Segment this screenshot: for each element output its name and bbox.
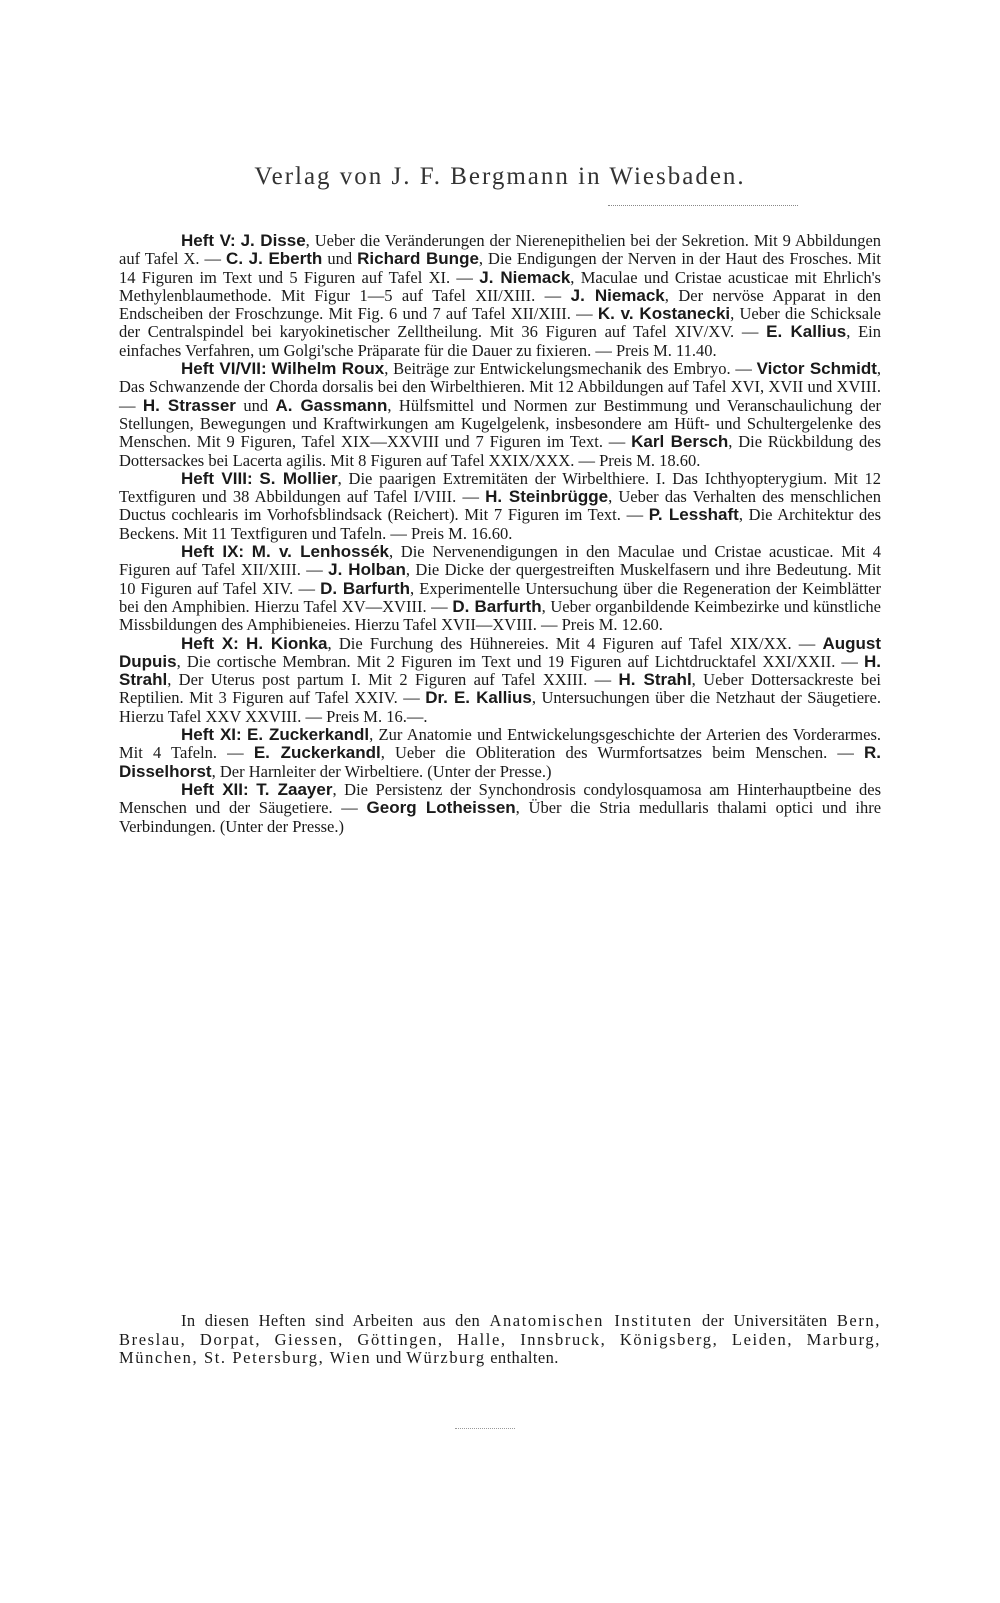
header-rule bbox=[608, 205, 798, 206]
author-name: J. Holban bbox=[328, 560, 406, 580]
work-description: , Die Furchung des Hühnereies. Mit 4 Figuren auf Tafel XIX/XX. — bbox=[327, 633, 823, 653]
author-name: H. Strahl bbox=[618, 670, 692, 690]
heft-label: Heft X: bbox=[181, 633, 239, 653]
author-name: Victor Schmidt bbox=[756, 359, 877, 379]
work-description: , Ueber die Obliteration des Wurmfortsatzes beim Menschen. — bbox=[380, 743, 864, 763]
work-description: , Ueber die Veränderungen der Nierenepithelien bei der Sekretion. Mit 9 Abbildungen auf Tafel X. — bbox=[119, 231, 882, 269]
footer-note bbox=[119, 1312, 881, 1368]
footer-intro: In diesen Heften sind Arbeiten aus den bbox=[181, 1311, 490, 1330]
heft-label: Heft XI: bbox=[181, 725, 242, 745]
author-name: Richard Bunge bbox=[357, 249, 479, 269]
author-name: H. Steinbrügge bbox=[485, 487, 609, 507]
work-description: , Zur Anatomie und Entwickelungsgeschichte der Arterien des Vorderarmes. Mit 4 Tafeln. — bbox=[119, 725, 882, 763]
work-description: und bbox=[322, 249, 358, 269]
author-name: M. v. Lenhossék bbox=[251, 542, 389, 562]
author-name: J. Disse bbox=[240, 231, 306, 250]
work-description: , Die Endigungen der Nerven in der Haut des Frosches. Mit 14 Figuren im Text und 5 Figuren auf Tafel XI. — bbox=[119, 249, 882, 287]
author-name: C. J. Eberth bbox=[226, 249, 323, 269]
publisher-header: Verlag von J. F. Bergmann in Wiesbaden. bbox=[254, 163, 746, 190]
work-description: , Über die Stria medullaris thalami optici und ihre Verbindungen. (Unter der Presse.) bbox=[119, 798, 882, 836]
author-name: August Dupuis bbox=[119, 633, 881, 671]
author-name: Dr. E. Kallius bbox=[425, 688, 532, 708]
author-name: H. Strahl bbox=[119, 651, 881, 690]
author-name: J. Niemack bbox=[570, 285, 665, 305]
heft-entry bbox=[119, 726, 881, 781]
work-description: , Ein einfaches Verfahren, um Golgi'sche Präparate für die Dauer zu fixieren. — Preis M. 11.40. bbox=[119, 322, 882, 360]
heft-entry bbox=[119, 470, 881, 543]
heft-label: Heft VI/VII: bbox=[181, 359, 267, 379]
heft-entry bbox=[119, 635, 881, 726]
author-name: K. v. Kostanecki bbox=[597, 304, 731, 324]
work-description: , Der Harnleiter der Wirbeltiere. (Unter der Presse.) bbox=[211, 761, 552, 781]
author-name: E. Zuckerkandl bbox=[247, 725, 370, 745]
author-name: S. Mollier bbox=[259, 468, 338, 488]
footer-outro: enthalten. bbox=[485, 1348, 559, 1367]
work-description: , Das Schwanzende der Chorda dorsalis bei den Wirbelthieren. Mit 12 Abbildungen auf Tafel XVI, XVII und XVIII. — bbox=[119, 359, 881, 415]
heft-entry bbox=[119, 360, 881, 470]
work-description: , Untersuchungen über die Netzhaut der Säugetiere. Hierzu Tafel XXV XXVIII. — Preis M. 16.—. bbox=[119, 688, 881, 726]
heft-entry bbox=[119, 232, 881, 360]
heft-label: Heft V: bbox=[181, 231, 236, 250]
footer-cities: Bern, Breslau, Dorpat, Giessen, Göttingen, Halle, Innsbruck, Königsberg, Leiden, Marburg, München, St. Petersburg, Wien bbox=[119, 1311, 882, 1367]
author-name: R. Disselhorst bbox=[119, 743, 881, 781]
work-description: , Die Architektur des Beckens. Mit 11 Textfiguren und Tafeln. — Preis M. 16.60. bbox=[119, 505, 881, 543]
heft-entry bbox=[119, 543, 881, 634]
work-description: , Der nervöse Apparat in den Endscheiben der Froschzunge. Mit Fig. 6 und 7 auf Tafel XII/XIII. — bbox=[119, 285, 882, 324]
work-description: , Der Uterus post partum I. Mit 2 Figuren auf Tafel XXIII. — bbox=[167, 670, 619, 690]
author-name: Georg Lotheissen bbox=[366, 798, 516, 818]
work-description: , Beiträge zur Entwickelungsmechanik des Embryo. — bbox=[384, 359, 757, 379]
author-name: D. Barfurth bbox=[452, 596, 542, 616]
heft-label: Heft IX: bbox=[181, 542, 245, 562]
author-name: J. Niemack bbox=[479, 267, 571, 287]
heft-label: Heft XII: bbox=[181, 779, 249, 799]
work-description: , Experimentelle Untersuchung über die Regeneration der Keimblätter bei den Amphibien. Hierzu Tafel XV—XVIII. — bbox=[119, 578, 882, 616]
work-description: , Ueber das Verhalten des menschlichen Ductus cochlearis im Vorhofsblindsack (Reichert). Mit 7 Figuren im Text. — bbox=[119, 487, 881, 525]
author-name: H. Strasser bbox=[142, 395, 236, 415]
work-description: , Ueber organbildende Keimbezirke und künstliche Missbildungen des Amphibieneies. Hierzu Tafel XVII—XVIII. — Preis M. 12.60. bbox=[119, 596, 881, 635]
author-name: P. Lesshaft bbox=[648, 505, 739, 525]
author-name: A. Gassmann bbox=[275, 395, 388, 415]
work-description: , Die Persistenz der Synchondrosis condylosquamosa am Hinterhauptbeine des Menschen und der Säugetiere. — bbox=[119, 779, 882, 818]
footer-institutes: Anatomischen Instituten bbox=[489, 1311, 693, 1330]
heft-entry bbox=[119, 781, 881, 836]
work-description: , Maculae und Cristae acusticae mit Ehrlich's Methylenblaumethode. Mit Figur 1—5 auf Tafel XII/XIII. — bbox=[119, 267, 881, 305]
work-description: und bbox=[235, 395, 276, 415]
heft-listing bbox=[119, 232, 881, 836]
author-name: E. Zuckerkandl bbox=[253, 743, 381, 763]
author-name: H. Kionka bbox=[246, 633, 328, 653]
work-description: , Die Nervenendigungen in den Maculae und Cristae acusticae. Mit 4 Figuren auf Tafel XII/XIII. — bbox=[119, 542, 882, 580]
work-description: , Die Rückbildung des Dottersackes bei Lacerta agilis. Mit 8 Figuren auf Tafel XXIX/XXX. — Preis M. 18.60. bbox=[119, 432, 881, 470]
author-name: T. Zaayer bbox=[256, 779, 333, 799]
footer-last-city: Würzburg bbox=[406, 1348, 486, 1367]
footer-mid: der Universitäten bbox=[692, 1311, 837, 1330]
bottom-ornament bbox=[455, 1428, 515, 1429]
work-description: , Ueber die Schicksale der Centralspindel bei karyokinetischer Zelltheilung. Mit 36 Figuren auf Tafel XIV/XV. — bbox=[119, 304, 881, 342]
author-name: E. Kallius bbox=[766, 322, 847, 342]
work-description: , Die paarigen Extremitäten der Wirbelthiere. I. Das Ichthyopterygium. Mit 12 Textfiguren und 38 Abbildungen auf Tafel I/VIII. — bbox=[119, 468, 882, 507]
work-description: , Hülfsmittel und Normen zur Bestimmung und Veranschaulichung der Stellungen, Bewegungen und Kraftwirkungen am Kugelgelenk, insbesondere am Hüft- und Schultergelenke des Menschen. Mit 9 Figuren, Tafel XIX—XXVIII und 7 Figuren im Text. — bbox=[119, 395, 882, 452]
work-description: , Die Dicke der quergestreiften Muskelfasern und ihre Bedeutung. Mit 10 Figuren auf Tafel XIV. — bbox=[119, 560, 881, 598]
heft-label: Heft VIII: bbox=[181, 468, 253, 488]
author-name: Karl Bersch bbox=[631, 432, 729, 452]
work-description: , Die cortische Membran. Mit 2 Figuren im Text und 19 Figuren auf Lichtdrucktafel XXI/XXII. — bbox=[176, 651, 864, 671]
work-description: , Ueber Dottersackreste bei Reptilien. Mit 3 Figuren auf Tafel XXIV. — bbox=[119, 670, 881, 708]
footer-and: und bbox=[371, 1348, 407, 1367]
author-name: Wilhelm Roux bbox=[271, 359, 385, 379]
author-name: D. Barfurth bbox=[320, 578, 410, 598]
